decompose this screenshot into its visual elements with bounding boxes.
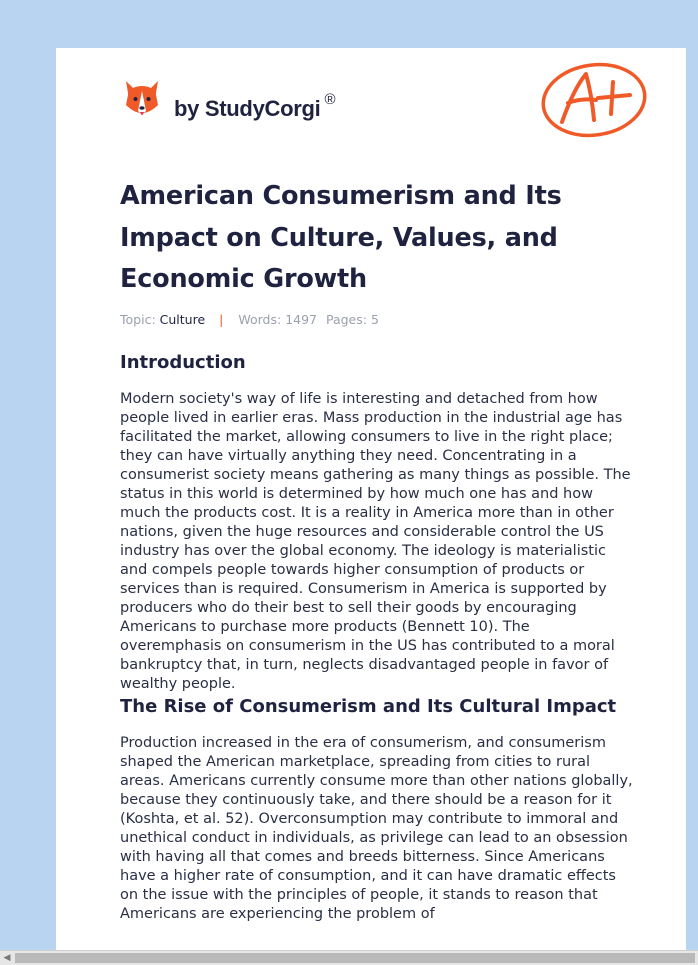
horizontal-scrollbar[interactable]: [0, 950, 698, 965]
registered-mark: ®: [324, 90, 336, 108]
section-heading-introduction: Introduction: [120, 352, 246, 373]
section-paragraph-introduction: Modern society's way of life is interesting and detached from how people lived in earlier eras. Mass production in the industrial age has facilitated the market, allowing consumers to live in the right place; they can have virtually anything they need. Concentrating in a consumerist society means gathering as many things as possible. The status in this world is determined by how much one has and how much the products cost. It is a reality in America more than in other nations, given the huge resources and considerable control the US industry has over the global economy. The ideology is materialistic and compels people towards higher consumption of products or services than is required. Consumerism in America is supported by producers who do their best to sell their goods by encouraging Americans to purchase more products (Bennett 10). The overemphasis on consumerism in the US has contributed to a moral bankruptcy that, in turn, neglects disadvantaged people in favor of wealthy people.: [120, 391, 631, 692]
document-page: [56, 48, 686, 953]
words-label: Words:: [238, 312, 282, 327]
scrollbar-thumb[interactable]: [15, 953, 695, 963]
pages-count: 5: [370, 312, 379, 327]
pages-label: Pages:: [325, 312, 367, 327]
article-body: [120, 351, 634, 924]
topic-label: Topic:: [120, 312, 156, 327]
corgi-icon: [122, 77, 162, 121]
a-plus-grade-icon: [538, 58, 650, 140]
section-heading-rise-of-consumerism: The Rise of Consumerism and Its Cultural Impact: [120, 696, 617, 717]
brand-name: by StudyCorgi ®: [174, 90, 336, 121]
words-count: 1497: [285, 312, 317, 327]
article-title: American Consumerism and Its Impact on Culture, Values, and Economic Growth: [120, 181, 562, 294]
scroll-left-icon[interactable]: ◀: [3, 953, 11, 963]
section-paragraph-rise-of-consumerism: Production increased in the era of consumerism, and consumerism shaped the American marketplace, spreading from cities to rural areas. Americans currently consume more than other nations globally, because they continuously take, and there should be a reason for it (Koshta, et al. 52). Overconsumption may contribute to immoral and unethical conduct in individuals, as privilege can lead to an obsession with having all that comes and breeds bitterness. Since Americans have a higher rate of consumption, and it can have dramatic effects on the issue with the principles of people, it stands to reason that Americans are experiencing the problem of: [120, 735, 633, 922]
meta-separator: |: [219, 312, 224, 327]
studycorgi-logo[interactable]: [122, 76, 335, 122]
article-meta: [120, 312, 379, 327]
topic-link[interactable]: Culture: [159, 312, 206, 327]
